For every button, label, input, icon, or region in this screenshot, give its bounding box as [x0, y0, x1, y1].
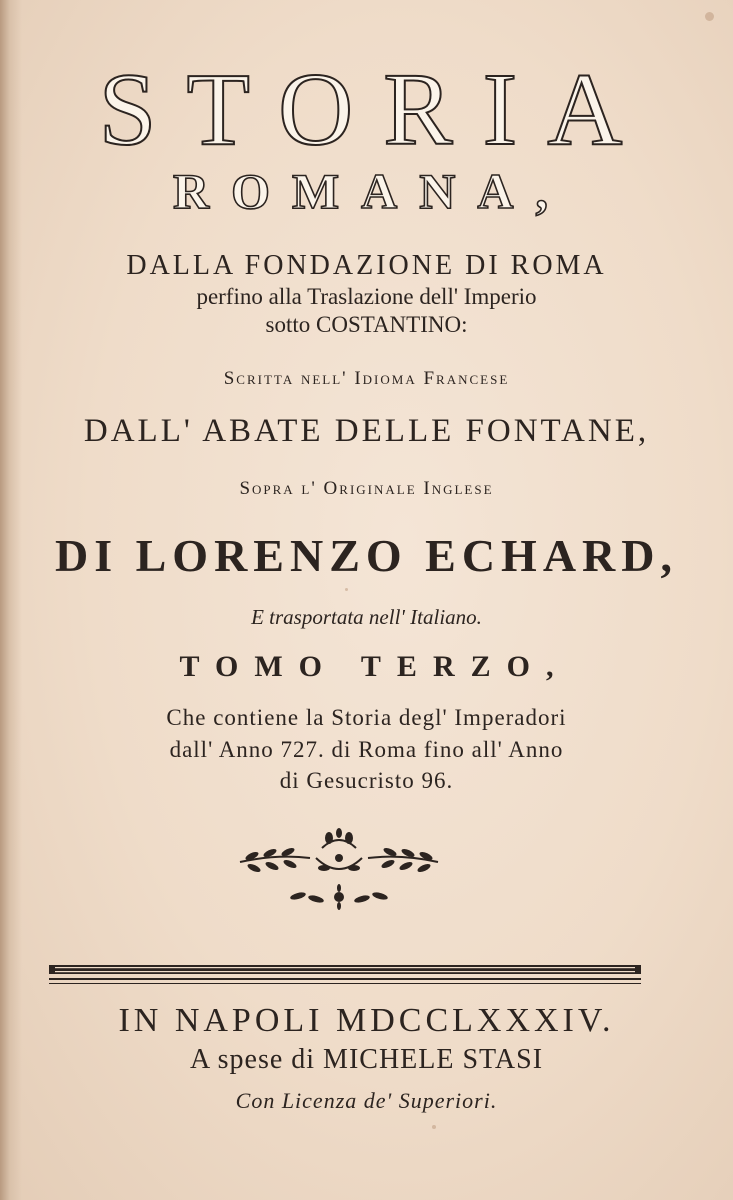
- translated-line: E trasportata nell' Italiano.: [251, 605, 482, 629]
- author-line: DALL' ABATE DELLE FONTANE,: [83, 413, 650, 449]
- foxing-spot: [432, 1125, 436, 1129]
- contents-line-3: di Gesucristo 96.: [279, 768, 454, 793]
- volume-line: TOMO TERZO,: [179, 650, 570, 683]
- contents-line-1: Che contiene la Storia degl' Imperadori: [166, 705, 567, 730]
- imprint-license: Con Licenza de' Superiori.: [235, 1088, 498, 1113]
- ornamental-rule: [49, 963, 641, 989]
- foxing-spot: [705, 12, 714, 21]
- subtitle: ROMANA,: [172, 163, 571, 219]
- imprint-publisher: A spese di MICHELE STASI: [189, 1044, 544, 1075]
- laurel-ornament-icon: [232, 828, 446, 884]
- original-line: Sopra l' Originale Inglese: [239, 478, 494, 499]
- until-line: perfino alla Traslazione dell' Imperio: [196, 284, 537, 309]
- written-line: Scritta nell' Idioma Francese: [223, 368, 510, 389]
- echard-line: DI LORENZO ECHARD,: [54, 530, 678, 581]
- floret-ornament-icon: [286, 884, 392, 910]
- under-line: sotto COSTANTINO:: [265, 312, 468, 337]
- contents-line-2: dall' Anno 727. di Roma fino all' Anno: [169, 737, 564, 762]
- from-line: DALLA FONDAZIONE DI ROMA: [126, 250, 607, 281]
- imprint-place-year: IN NAPOLI MDCCLXXXIV.: [118, 1002, 615, 1039]
- main-title: STORIA: [98, 52, 653, 167]
- foxing-spot: [345, 588, 348, 591]
